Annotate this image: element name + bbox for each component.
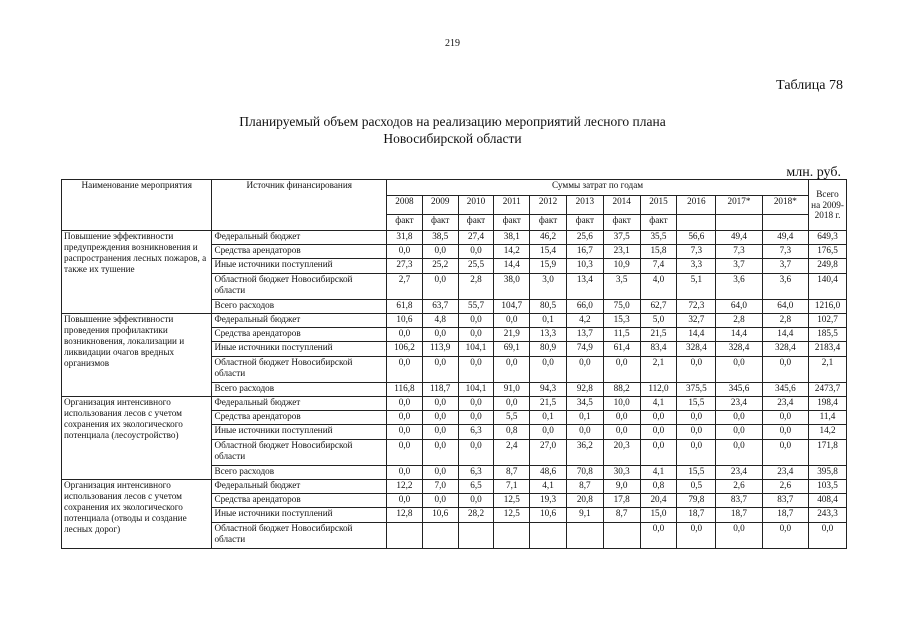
table-title-line1: Планируемый объем расходов на реализацию мероприятий лесного плана — [239, 114, 666, 129]
value-cell: 116,8 — [387, 383, 423, 397]
value-cell: 0,0 — [640, 523, 677, 549]
header-fact: факт — [422, 215, 458, 231]
value-cell: 0,8 — [494, 425, 530, 440]
total-cell: 11,4 — [809, 411, 847, 425]
value-cell: 0,8 — [640, 480, 677, 494]
header-total: Всего на 2009-2018 г. — [809, 180, 847, 231]
value-cell: 104,1 — [458, 383, 494, 397]
value-cell: 11,5 — [603, 328, 640, 342]
total-cell: 249,8 — [809, 259, 847, 274]
value-cell: 55,7 — [458, 300, 494, 314]
funding-source: Иные источники поступлений — [212, 508, 387, 523]
value-cell: 10,3 — [566, 259, 603, 274]
header-fact: факт — [530, 215, 567, 231]
value-cell: 46,2 — [530, 231, 567, 245]
header-year: 2010 — [458, 196, 494, 215]
value-cell: 2,8 — [458, 274, 494, 300]
value-cell: 0,0 — [422, 328, 458, 342]
header-row-1 — [62, 180, 847, 196]
total-cell: 103,5 — [809, 480, 847, 494]
value-cell: 4,1 — [640, 466, 677, 480]
value-cell: 118,7 — [422, 383, 458, 397]
value-cell: 14,4 — [677, 328, 716, 342]
total-cell: 1216,0 — [809, 300, 847, 314]
value-cell: 0,0 — [422, 466, 458, 480]
value-cell: 0,0 — [458, 328, 494, 342]
value-cell: 83,7 — [716, 494, 762, 508]
value-cell: 0,0 — [422, 245, 458, 259]
funding-source: Федеральный бюджет — [212, 231, 387, 245]
value-cell: 18,7 — [762, 508, 808, 523]
value-cell: 0,0 — [387, 357, 423, 383]
value-cell: 34,5 — [566, 397, 603, 411]
header-year: 2017* — [716, 196, 762, 215]
total-cell: 14,2 — [809, 425, 847, 440]
funding-source: Всего расходов — [212, 383, 387, 397]
value-cell: 70,8 — [566, 466, 603, 480]
value-cell: 14,4 — [762, 328, 808, 342]
value-cell: 32,7 — [677, 314, 716, 328]
value-cell: 64,0 — [762, 300, 808, 314]
value-cell: 328,4 — [677, 342, 716, 357]
value-cell: 0,0 — [387, 411, 423, 425]
value-cell: 2,8 — [716, 314, 762, 328]
value-cell: 0,0 — [422, 411, 458, 425]
value-cell: 62,7 — [640, 300, 677, 314]
value-cell: 6,3 — [458, 425, 494, 440]
value-cell: 15,8 — [640, 245, 677, 259]
value-cell: 5,1 — [677, 274, 716, 300]
value-cell: 61,8 — [387, 300, 423, 314]
table-row — [62, 397, 847, 411]
value-cell: 6,3 — [458, 466, 494, 480]
total-cell: 102,7 — [809, 314, 847, 328]
value-cell: 375,5 — [677, 383, 716, 397]
header-year: 2016 — [677, 196, 716, 215]
value-cell: 49,4 — [762, 231, 808, 245]
value-cell: 0,0 — [387, 494, 423, 508]
value-cell: 0,0 — [762, 425, 808, 440]
funding-source: Областной бюджет Новосибирской области — [212, 357, 387, 383]
value-cell: 37,5 — [603, 231, 640, 245]
value-cell: 15,0 — [640, 508, 677, 523]
value-cell: 4,2 — [566, 314, 603, 328]
value-cell: 10,6 — [422, 508, 458, 523]
value-cell: 0,0 — [677, 425, 716, 440]
value-cell: 0,0 — [387, 440, 423, 466]
value-cell: 2,4 — [494, 440, 530, 466]
value-cell: 10,0 — [603, 397, 640, 411]
total-cell: 2,1 — [809, 357, 847, 383]
header-fact: факт — [566, 215, 603, 231]
value-cell: 0,0 — [677, 357, 716, 383]
value-cell: 0,0 — [387, 466, 423, 480]
value-cell: 3,7 — [716, 259, 762, 274]
header-fact: факт — [603, 215, 640, 231]
table-title — [0, 113, 905, 147]
value-cell: 0,0 — [603, 357, 640, 383]
value-cell: 15,4 — [530, 245, 567, 259]
value-cell: 8,7 — [494, 466, 530, 480]
value-cell: 20,4 — [640, 494, 677, 508]
value-cell: 31,8 — [387, 231, 423, 245]
value-cell: 7,3 — [762, 245, 808, 259]
value-cell: 20,8 — [566, 494, 603, 508]
value-cell: 75,0 — [603, 300, 640, 314]
value-cell: 5,0 — [640, 314, 677, 328]
value-cell: 88,2 — [603, 383, 640, 397]
value-cell: 113,9 — [422, 342, 458, 357]
page-number: 219 — [445, 38, 460, 49]
value-cell: 0,0 — [387, 425, 423, 440]
value-cell: 104,1 — [458, 342, 494, 357]
value-cell: 5,5 — [494, 411, 530, 425]
value-cell: 3,5 — [603, 274, 640, 300]
value-cell: 23,4 — [716, 466, 762, 480]
value-cell: 12,5 — [494, 494, 530, 508]
value-cell — [566, 523, 603, 549]
value-cell: 2,6 — [716, 480, 762, 494]
total-cell: 395,8 — [809, 466, 847, 480]
table-row — [62, 314, 847, 328]
value-cell: 0,0 — [458, 357, 494, 383]
header-year: 2014 — [603, 196, 640, 215]
value-cell: 83,7 — [762, 494, 808, 508]
activity-name: Организация интенсивного использования лесов с учетом сохранения их экологического потенциала (лесоустройство) — [62, 397, 212, 480]
value-cell: 36,2 — [566, 440, 603, 466]
header-empty — [677, 215, 716, 231]
value-cell — [422, 523, 458, 549]
value-cell: 3,3 — [677, 259, 716, 274]
value-cell: 0,0 — [422, 357, 458, 383]
value-cell: 12,5 — [494, 508, 530, 523]
value-cell: 38,0 — [494, 274, 530, 300]
total-cell: 2473,7 — [809, 383, 847, 397]
value-cell: 23,1 — [603, 245, 640, 259]
total-cell: 649,3 — [809, 231, 847, 245]
value-cell: 0,0 — [422, 274, 458, 300]
activity-name: Повышение эффективности проведения профилактики возникновения, локализации и ликвидации очагов вредных организмов — [62, 314, 212, 397]
value-cell: 18,7 — [677, 508, 716, 523]
funding-source: Иные источники поступлений — [212, 342, 387, 357]
value-cell: 12,8 — [387, 508, 423, 523]
value-cell: 92,8 — [566, 383, 603, 397]
value-cell: 79,8 — [677, 494, 716, 508]
header-fact: факт — [494, 215, 530, 231]
value-cell — [530, 523, 567, 549]
value-cell: 66,0 — [566, 300, 603, 314]
value-cell: 7,1 — [494, 480, 530, 494]
value-cell: 0,1 — [530, 411, 567, 425]
total-cell: 198,4 — [809, 397, 847, 411]
value-cell: 69,1 — [494, 342, 530, 357]
table-row — [62, 480, 847, 494]
value-cell — [458, 523, 494, 549]
header-year: 2008 — [387, 196, 423, 215]
value-cell: 6,5 — [458, 480, 494, 494]
value-cell: 0,0 — [716, 523, 762, 549]
value-cell: 15,5 — [677, 466, 716, 480]
total-cell: 408,4 — [809, 494, 847, 508]
value-cell: 0,0 — [530, 425, 567, 440]
header-year: 2018* — [762, 196, 808, 215]
value-cell: 23,4 — [762, 397, 808, 411]
expenses-table — [61, 179, 847, 549]
value-cell: 14,4 — [716, 328, 762, 342]
value-cell: 0,0 — [494, 397, 530, 411]
units-label: млн. руб. — [786, 165, 841, 180]
value-cell: 2,1 — [640, 357, 677, 383]
value-cell: 25,2 — [422, 259, 458, 274]
value-cell: 17,8 — [603, 494, 640, 508]
value-cell: 30,3 — [603, 466, 640, 480]
header-activity: Наименование мероприятия — [62, 180, 212, 231]
value-cell: 8,7 — [566, 480, 603, 494]
value-cell — [387, 523, 423, 549]
header-year: 2012 — [530, 196, 567, 215]
header-empty — [762, 215, 808, 231]
value-cell: 28,2 — [458, 508, 494, 523]
table-row — [62, 231, 847, 245]
value-cell: 27,3 — [387, 259, 423, 274]
value-cell: 328,4 — [762, 342, 808, 357]
value-cell: 0,0 — [603, 411, 640, 425]
value-cell: 72,3 — [677, 300, 716, 314]
value-cell: 0,0 — [566, 425, 603, 440]
total-cell: 176,5 — [809, 245, 847, 259]
value-cell: 0,0 — [422, 397, 458, 411]
value-cell: 25,6 — [566, 231, 603, 245]
header-fact: факт — [458, 215, 494, 231]
value-cell: 0,0 — [677, 523, 716, 549]
value-cell: 0,0 — [387, 397, 423, 411]
value-cell: 345,6 — [762, 383, 808, 397]
value-cell: 7,0 — [422, 480, 458, 494]
value-cell: 0,0 — [494, 357, 530, 383]
total-cell: 185,5 — [809, 328, 847, 342]
value-cell: 80,9 — [530, 342, 567, 357]
funding-source: Средства арендаторов — [212, 328, 387, 342]
value-cell: 0,0 — [458, 494, 494, 508]
value-cell: 14,4 — [494, 259, 530, 274]
value-cell: 83,4 — [640, 342, 677, 357]
value-cell: 0,0 — [762, 411, 808, 425]
value-cell: 0,0 — [458, 411, 494, 425]
value-cell — [494, 523, 530, 549]
header-empty — [716, 215, 762, 231]
header-year: 2009 — [422, 196, 458, 215]
value-cell: 3,7 — [762, 259, 808, 274]
value-cell: 13,7 — [566, 328, 603, 342]
value-cell: 38,1 — [494, 231, 530, 245]
value-cell: 23,4 — [716, 397, 762, 411]
total-cell: 243,3 — [809, 508, 847, 523]
value-cell: 7,4 — [640, 259, 677, 274]
value-cell: 27,4 — [458, 231, 494, 245]
value-cell: 4,1 — [530, 480, 567, 494]
header-year: 2015 — [640, 196, 677, 215]
value-cell: 21,9 — [494, 328, 530, 342]
value-cell: 8,7 — [603, 508, 640, 523]
value-cell: 0,0 — [716, 425, 762, 440]
header-year: 2013 — [566, 196, 603, 215]
funding-source: Всего расходов — [212, 466, 387, 480]
value-cell: 0,0 — [677, 411, 716, 425]
value-cell: 0,0 — [458, 314, 494, 328]
value-cell: 112,0 — [640, 383, 677, 397]
funding-source: Федеральный бюджет — [212, 314, 387, 328]
value-cell: 0,0 — [640, 440, 677, 466]
funding-source: Областной бюджет Новосибирской области — [212, 274, 387, 300]
value-cell: 4,0 — [640, 274, 677, 300]
table-number: Таблица 78 — [776, 78, 843, 93]
total-cell: 2183,4 — [809, 342, 847, 357]
value-cell: 9,0 — [603, 480, 640, 494]
value-cell: 23,4 — [762, 466, 808, 480]
value-cell: 0,0 — [640, 411, 677, 425]
value-cell: 0,0 — [716, 411, 762, 425]
value-cell: 0,0 — [387, 245, 423, 259]
funding-source: Средства арендаторов — [212, 494, 387, 508]
value-cell: 2,8 — [762, 314, 808, 328]
value-cell: 56,6 — [677, 231, 716, 245]
header-fact: факт — [640, 215, 677, 231]
value-cell: 15,5 — [677, 397, 716, 411]
total-cell: 171,8 — [809, 440, 847, 466]
value-cell: 49,4 — [716, 231, 762, 245]
funding-source: Иные источники поступлений — [212, 425, 387, 440]
value-cell: 10,6 — [530, 508, 567, 523]
value-cell: 48,6 — [530, 466, 567, 480]
value-cell: 0,0 — [762, 357, 808, 383]
activity-name: Повышение эффективности предупреждения возникновения и распространения лесных пожаров, а также их тушение — [62, 231, 212, 314]
value-cell: 0,0 — [677, 440, 716, 466]
value-cell: 0,0 — [762, 523, 808, 549]
value-cell: 20,3 — [603, 440, 640, 466]
value-cell: 19,3 — [530, 494, 567, 508]
value-cell: 0,0 — [458, 245, 494, 259]
value-cell: 10,9 — [603, 259, 640, 274]
value-cell: 3,6 — [762, 274, 808, 300]
funding-source: Всего расходов — [212, 300, 387, 314]
value-cell: 106,2 — [387, 342, 423, 357]
funding-source: Федеральный бюджет — [212, 397, 387, 411]
value-cell: 2,7 — [387, 274, 423, 300]
value-cell: 4,1 — [640, 397, 677, 411]
value-cell: 0,0 — [716, 440, 762, 466]
table-title-line2: Новосибирской области — [383, 131, 522, 146]
value-cell: 345,6 — [716, 383, 762, 397]
total-cell: 140,4 — [809, 274, 847, 300]
value-cell: 4,8 — [422, 314, 458, 328]
value-cell: 9,1 — [566, 508, 603, 523]
funding-source: Средства арендаторов — [212, 411, 387, 425]
value-cell: 38,5 — [422, 231, 458, 245]
value-cell: 25,5 — [458, 259, 494, 274]
funding-source: Иные источники поступлений — [212, 259, 387, 274]
header-sums: Суммы затрат по годам — [387, 180, 809, 196]
value-cell: 328,4 — [716, 342, 762, 357]
value-cell: 61,4 — [603, 342, 640, 357]
value-cell: 104,7 — [494, 300, 530, 314]
value-cell: 0,0 — [458, 440, 494, 466]
activity-name: Организация интенсивного использования лесов с учетом сохранения их экологического потенциала (отводы и создание лесных дорог) — [62, 480, 212, 549]
value-cell: 0,5 — [677, 480, 716, 494]
header-fact: факт — [387, 215, 423, 231]
value-cell: 0,0 — [716, 357, 762, 383]
value-cell: 63,7 — [422, 300, 458, 314]
value-cell: 0,0 — [640, 425, 677, 440]
value-cell: 13,4 — [566, 274, 603, 300]
value-cell: 0,0 — [530, 357, 567, 383]
value-cell: 0,0 — [422, 425, 458, 440]
value-cell: 14,2 — [494, 245, 530, 259]
value-cell: 16,7 — [566, 245, 603, 259]
value-cell: 0,0 — [603, 425, 640, 440]
value-cell: 0,1 — [530, 314, 567, 328]
value-cell: 27,0 — [530, 440, 567, 466]
value-cell: 12,2 — [387, 480, 423, 494]
header-source: Источник финансирования — [212, 180, 387, 231]
value-cell: 3,0 — [530, 274, 567, 300]
value-cell: 94,3 — [530, 383, 567, 397]
funding-source: Областной бюджет Новосибирской области — [212, 440, 387, 466]
value-cell: 21,5 — [530, 397, 567, 411]
funding-source: Федеральный бюджет — [212, 480, 387, 494]
value-cell: 64,0 — [716, 300, 762, 314]
value-cell: 35,5 — [640, 231, 677, 245]
value-cell: 13,3 — [530, 328, 567, 342]
value-cell: 10,6 — [387, 314, 423, 328]
value-cell: 0,0 — [458, 397, 494, 411]
value-cell: 74,9 — [566, 342, 603, 357]
value-cell: 0,0 — [566, 357, 603, 383]
value-cell: 0,1 — [566, 411, 603, 425]
funding-source: Областной бюджет Новосибирской области — [212, 523, 387, 549]
total-cell: 0,0 — [809, 523, 847, 549]
value-cell: 7,3 — [716, 245, 762, 259]
value-cell: 80,5 — [530, 300, 567, 314]
value-cell: 91,0 — [494, 383, 530, 397]
value-cell: 18,7 — [716, 508, 762, 523]
value-cell: 15,3 — [603, 314, 640, 328]
value-cell: 21,5 — [640, 328, 677, 342]
value-cell: 3,6 — [716, 274, 762, 300]
value-cell: 0,0 — [422, 494, 458, 508]
value-cell: 0,0 — [762, 440, 808, 466]
value-cell: 15,9 — [530, 259, 567, 274]
value-cell: 7,3 — [677, 245, 716, 259]
funding-source: Средства арендаторов — [212, 245, 387, 259]
value-cell: 0,0 — [422, 440, 458, 466]
header-year: 2011 — [494, 196, 530, 215]
value-cell: 0,0 — [494, 314, 530, 328]
value-cell: 0,0 — [387, 328, 423, 342]
value-cell — [603, 523, 640, 549]
value-cell: 2,6 — [762, 480, 808, 494]
